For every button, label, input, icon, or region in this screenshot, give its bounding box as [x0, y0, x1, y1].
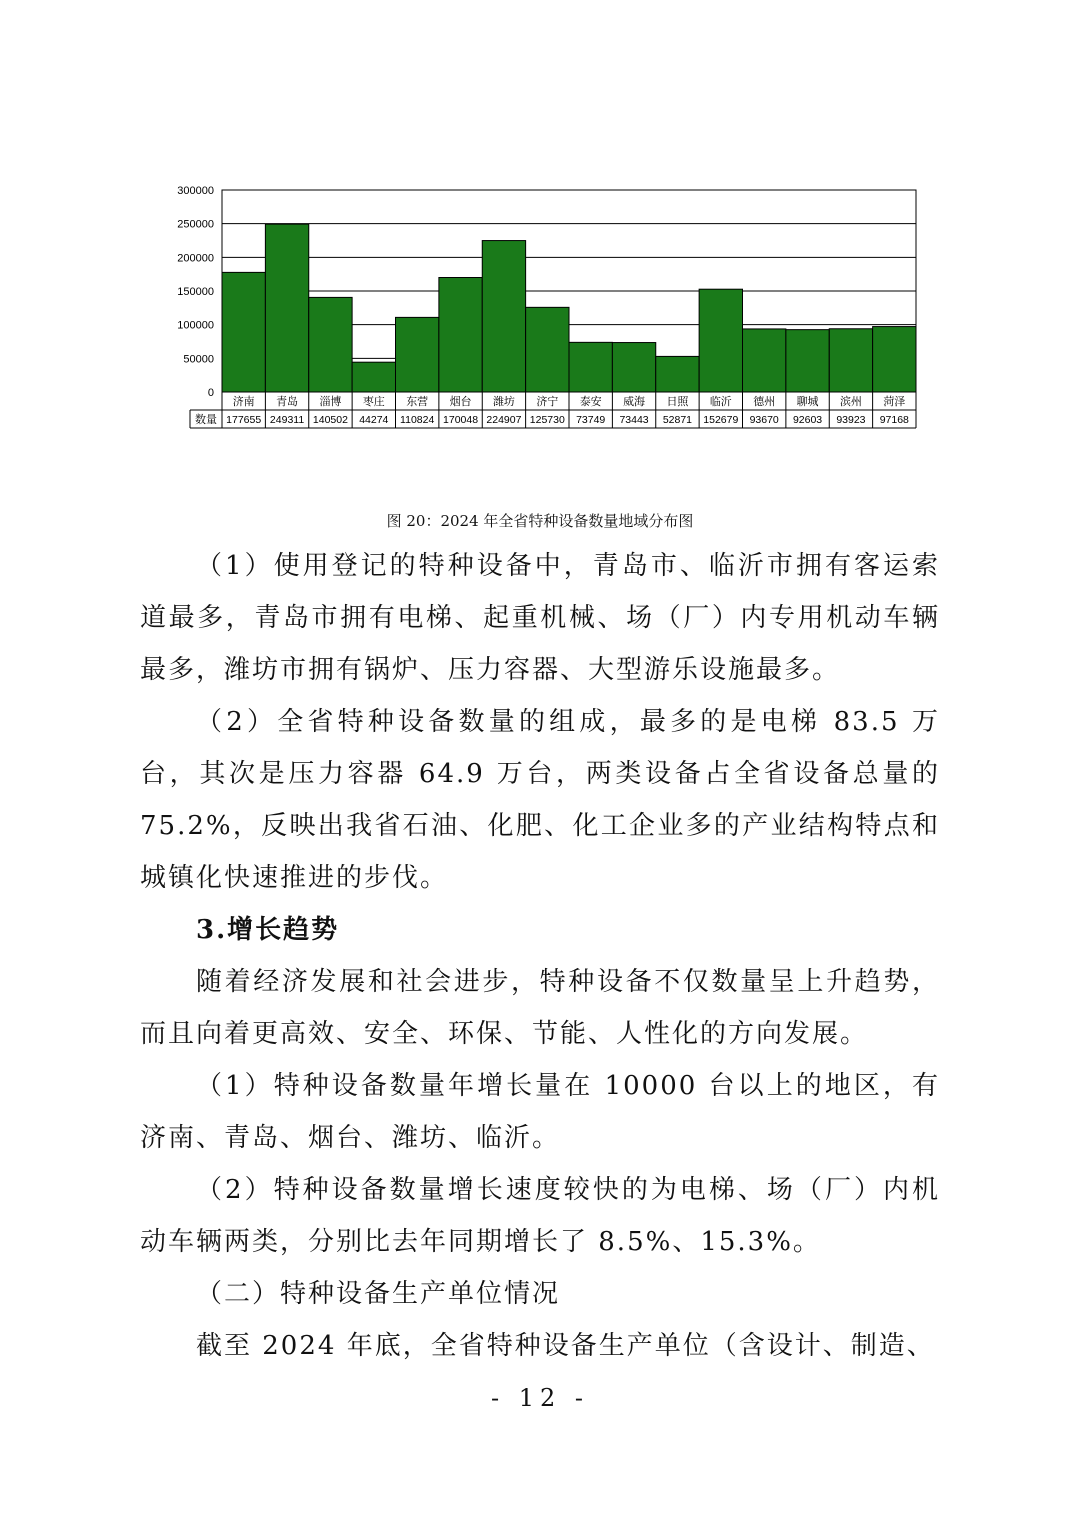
- value-label: 110824: [400, 414, 435, 426]
- category-label: 济南: [232, 395, 255, 408]
- subsection-heading: （二）特种设备生产单位情况: [196, 1279, 561, 1309]
- series-name-label: 数量: [195, 413, 217, 426]
- bar-日照: [656, 356, 699, 392]
- category-label: 泰安: [579, 395, 602, 408]
- bar-滨州: [829, 329, 872, 392]
- bar-临沂: [699, 289, 742, 392]
- category-label: 威海: [623, 395, 646, 408]
- value-label: 140502: [312, 414, 348, 426]
- figure-caption: 图 20：2024 年全省特种设备数量地域分布图: [386, 512, 694, 530]
- paragraph-4: （1）特种设备数量年增长量在 10000 台以上的地区，有济南、青岛、烟台、潍坊、临沂。: [140, 1071, 940, 1153]
- value-label: 73749: [576, 414, 606, 426]
- category-label: 枣庄: [362, 395, 385, 408]
- bar-济南: [222, 272, 265, 392]
- bar-淄博: [309, 297, 352, 392]
- category-label: 聊城: [796, 395, 819, 408]
- bar-菏泽: [873, 327, 916, 392]
- category-label: 潍坊: [492, 395, 515, 408]
- y-tick-label: 250000: [177, 218, 214, 231]
- value-label: 92603: [792, 414, 823, 426]
- category-label: 德州: [753, 395, 776, 408]
- value-label: 177655: [226, 414, 262, 426]
- category-label: 济宁: [536, 395, 559, 408]
- value-label: 170048: [443, 414, 479, 426]
- y-tick-label: 100000: [177, 319, 214, 332]
- y-axis-labels: [177, 185, 214, 399]
- category-label: 烟台: [449, 395, 472, 408]
- category-label: 滨州: [839, 395, 862, 408]
- bar-聊城: [786, 330, 829, 392]
- value-label: 249311: [269, 414, 305, 426]
- bar-烟台: [439, 278, 482, 392]
- bar-德州: [743, 329, 786, 392]
- bar-泰安: [569, 342, 612, 392]
- value-label: 125730: [529, 414, 565, 426]
- category-label: 日照: [666, 395, 689, 408]
- paragraph-2: （2）全省特种设备数量的组成，最多的是电梯 83.5 万台，其次是压力容器 64.9 万台，两类设备占全省设备总量的 75.2%，反映出我省石油、化肥、化工企业多的产业结构特点和城镇化快速推进的步伐。: [140, 707, 940, 893]
- y-tick-label: 300000: [177, 185, 214, 197]
- bar-济宁: [526, 307, 569, 392]
- value-label: 97168: [879, 414, 909, 426]
- section-heading: 3.增长趋势: [196, 915, 340, 945]
- value-label: 224907: [486, 414, 522, 426]
- bar-chart: [160, 178, 930, 440]
- paragraph-3: 随着经济发展和社会进步，特种设备不仅数量呈上升趋势，而且向着更高效、安全、环保、节能、人性化的方向发展。: [140, 967, 940, 1049]
- value-label: 152679: [703, 414, 739, 426]
- bar-威海: [612, 343, 655, 392]
- y-tick-label: 150000: [177, 286, 214, 298]
- category-label: 东营: [406, 395, 429, 408]
- category-label: 青岛: [276, 395, 299, 408]
- paragraph-1: （1）使用登记的特种设备中，青岛市、临沂市拥有客运索道最多，青岛市拥有电梯、起重机械、场（厂）内专用机动车辆最多，潍坊市拥有锅炉、压力容器、大型游乐设施最多。: [140, 551, 940, 685]
- y-tick-label: 50000: [183, 353, 214, 366]
- value-label: 52871: [662, 414, 693, 426]
- bars: [222, 224, 916, 392]
- paragraph-6: 截至 2024 年底，全省特种设备生产单位（含设计、制造、: [196, 1331, 935, 1361]
- value-label: 93670: [749, 414, 779, 426]
- data-table: [190, 392, 916, 428]
- bar-东营: [396, 317, 439, 392]
- value-label: 44274: [359, 414, 389, 426]
- paragraph-5: （2）特种设备数量增长速度较快的为电梯、场（厂）内机动车辆两类，分别比去年同期增长了 8.5%、15.3%。: [140, 1175, 940, 1257]
- body-text: [140, 540, 940, 1372]
- value-label: 73443: [619, 414, 649, 426]
- bar-枣庄: [352, 362, 395, 392]
- y-tick-label: 200000: [177, 252, 214, 265]
- value-label: 93923: [836, 414, 866, 426]
- category-label: 临沂: [709, 395, 732, 408]
- category-label: 淄博: [319, 395, 342, 408]
- y-tick-label: 0: [207, 387, 214, 399]
- bar-潍坊: [482, 241, 525, 392]
- bar-青岛: [265, 224, 308, 392]
- page-number: - 12 -: [490, 1384, 589, 1412]
- category-label: 菏泽: [883, 395, 906, 408]
